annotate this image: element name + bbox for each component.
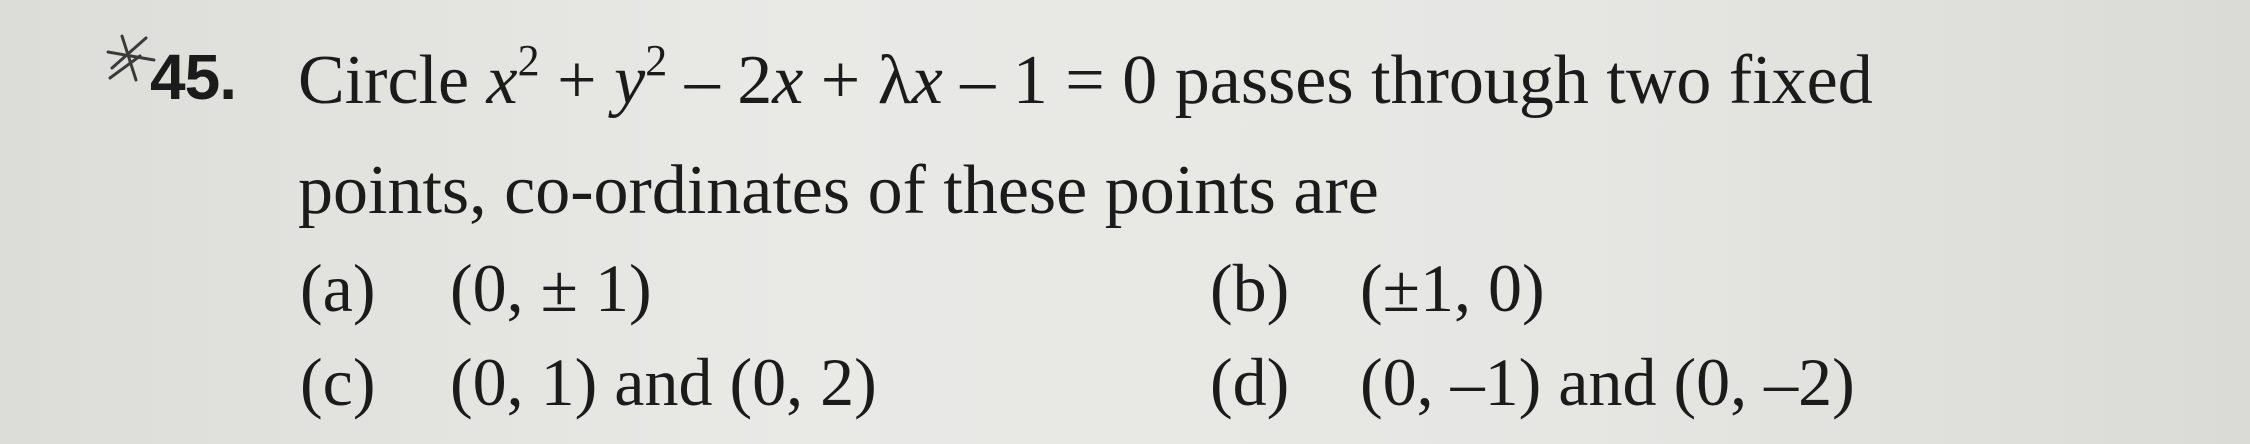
operator: +: [557, 42, 597, 119]
option-label: (b): [1210, 250, 1290, 326]
option-label: (c): [300, 344, 376, 420]
question-number: 45.: [150, 41, 236, 113]
option-d[interactable]: [1210, 344, 1855, 420]
var-x: x: [772, 42, 804, 119]
option-text: (±1, 0): [1360, 250, 1545, 326]
exponent: 2: [645, 36, 668, 85]
option-text: (0, ± 1): [450, 250, 652, 326]
question-prefix: Circle: [298, 42, 470, 119]
var-x: x: [486, 42, 518, 119]
exponent: 2: [517, 36, 540, 85]
question-tail: – 1 = 0 passes through two fixed: [960, 42, 1873, 119]
question-text-line-2: points, co-ordinates of these points are: [298, 152, 1379, 229]
lambda-symbol: λ: [877, 42, 912, 119]
operator: +: [820, 42, 861, 119]
option-c[interactable]: [300, 344, 877, 420]
var-x: x: [911, 42, 943, 119]
option-text: (0, –1) and (0, –2): [1360, 344, 1855, 420]
question-text-line-1: [298, 36, 1873, 119]
option-text: (0, 1) and (0, 2): [450, 344, 877, 420]
option-b[interactable]: [1210, 250, 1545, 326]
option-label: (a): [300, 250, 376, 326]
option-label: (d): [1210, 344, 1290, 420]
var-y: y: [614, 42, 646, 119]
option-a[interactable]: [300, 250, 652, 326]
term: – 2: [684, 42, 773, 119]
